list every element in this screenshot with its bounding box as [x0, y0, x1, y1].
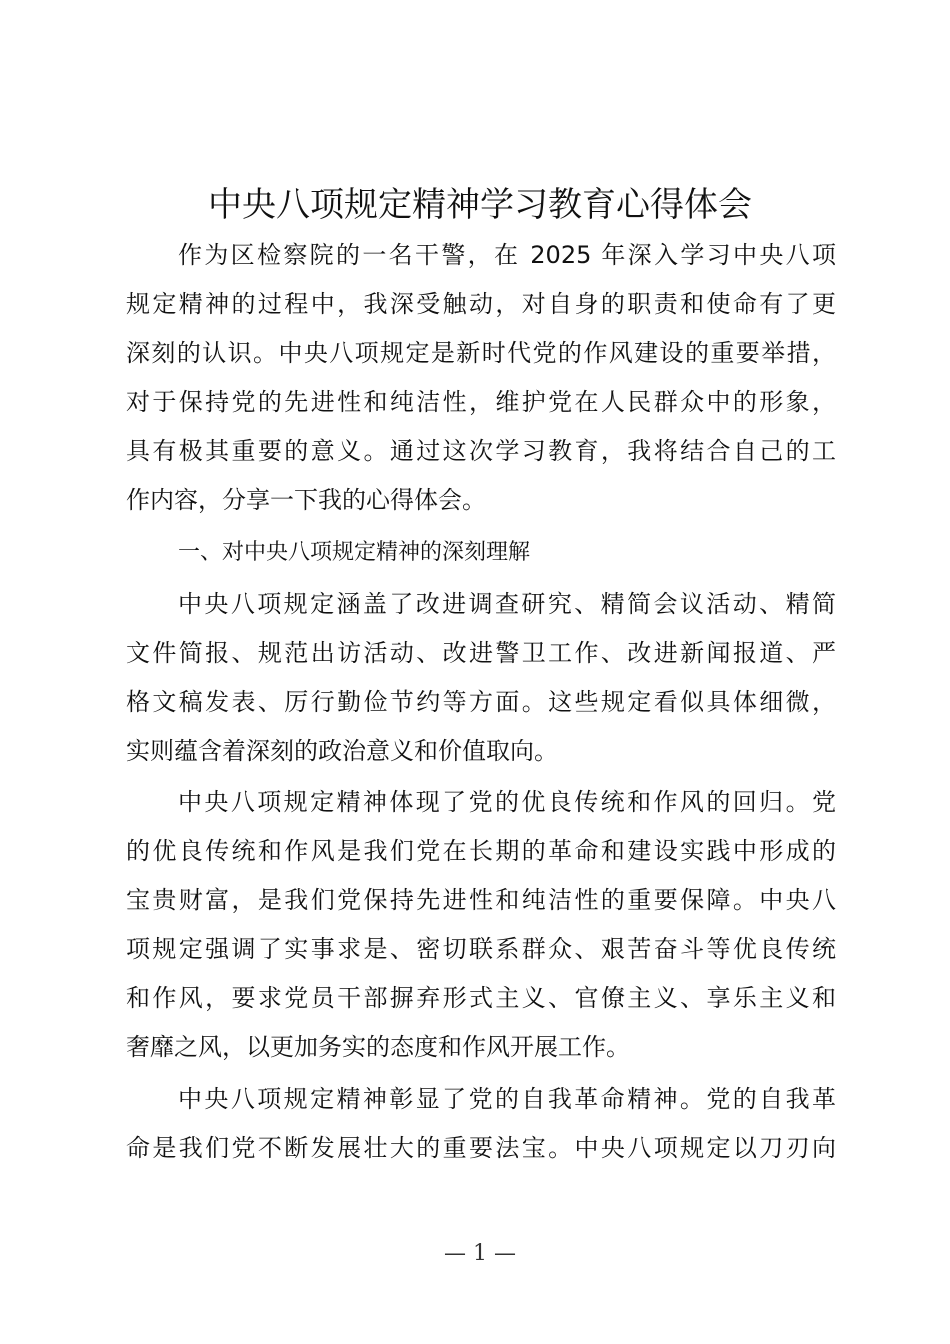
paragraph-line: 中央八项规定精神体现了党的优良传统和作风的回归。党: [178, 788, 836, 816]
paragraph-line: 宝贵财富，是我们党保持先进性和纯洁性的重要保障。中央八: [126, 886, 836, 914]
paragraph-line: 对于保持党的先进性和纯洁性，维护党在人民群众中的形象，: [126, 388, 836, 416]
paragraph-regulations-scope: [126, 580, 836, 776]
paragraph-line: 项规定强调了实事求是、密切联系群众、艰苦奋斗等优良传统: [126, 935, 836, 963]
paragraph-line: 具有极其重要的意义。通过这次学习教育，我将结合自己的工: [126, 437, 836, 465]
document-title: 中央八项规定精神学习教育心得体会: [208, 185, 752, 225]
section-heading: [126, 528, 836, 577]
paragraph-line: 文件简报、规范出访活动、改进警卫工作、改进新闻报道、严: [126, 639, 836, 667]
paragraph-line: 作内容，分享一下我的心得体会。: [126, 486, 486, 514]
paragraph-line: 格文稿发表、厉行勤俭节约等方面。这些规定看似具体细微，: [126, 688, 836, 716]
paragraph-line: 作为区检察院的一名干警，在 2025 年深入学习中央八项: [178, 241, 836, 269]
paragraph-line: 的优良传统和作风是我们党在长期的革命和建设实践中形成的: [126, 837, 836, 865]
paragraph-line: 规定精神的过程中，我深受触动，对自身的职责和使命有了更: [126, 290, 836, 318]
paragraph-line: 中央八项规定涵盖了改进调查研究、精简会议活动、精简: [178, 590, 836, 618]
paragraph-intro: [126, 231, 836, 525]
paragraph-line: 中央八项规定精神彰显了党的自我革命精神。党的自我革: [178, 1085, 836, 1113]
paragraph-line: 奢靡之风，以更加务实的态度和作风开展工作。: [126, 1033, 630, 1061]
paragraph-line: 实则蕴含着深刻的政治意义和价值取向。: [126, 737, 558, 765]
paragraph-fine-traditions: [126, 778, 836, 1072]
page-number: — 1 —: [444, 1241, 516, 1266]
section-heading-text: 一、对中央八项规定精神的深刻理解: [178, 540, 531, 565]
paragraph-line: 深刻的认识。中央八项规定是新时代党的作风建设的重要举措，: [126, 339, 836, 367]
paragraph-line: 命是我们党不断发展壮大的重要法宝。中央八项规定以刀刃向: [126, 1134, 836, 1162]
paragraph-line: 和作风，要求党员干部摒弃形式主义、官僚主义、享乐主义和: [126, 984, 836, 1012]
paragraph-self-revolution: [126, 1075, 836, 1173]
